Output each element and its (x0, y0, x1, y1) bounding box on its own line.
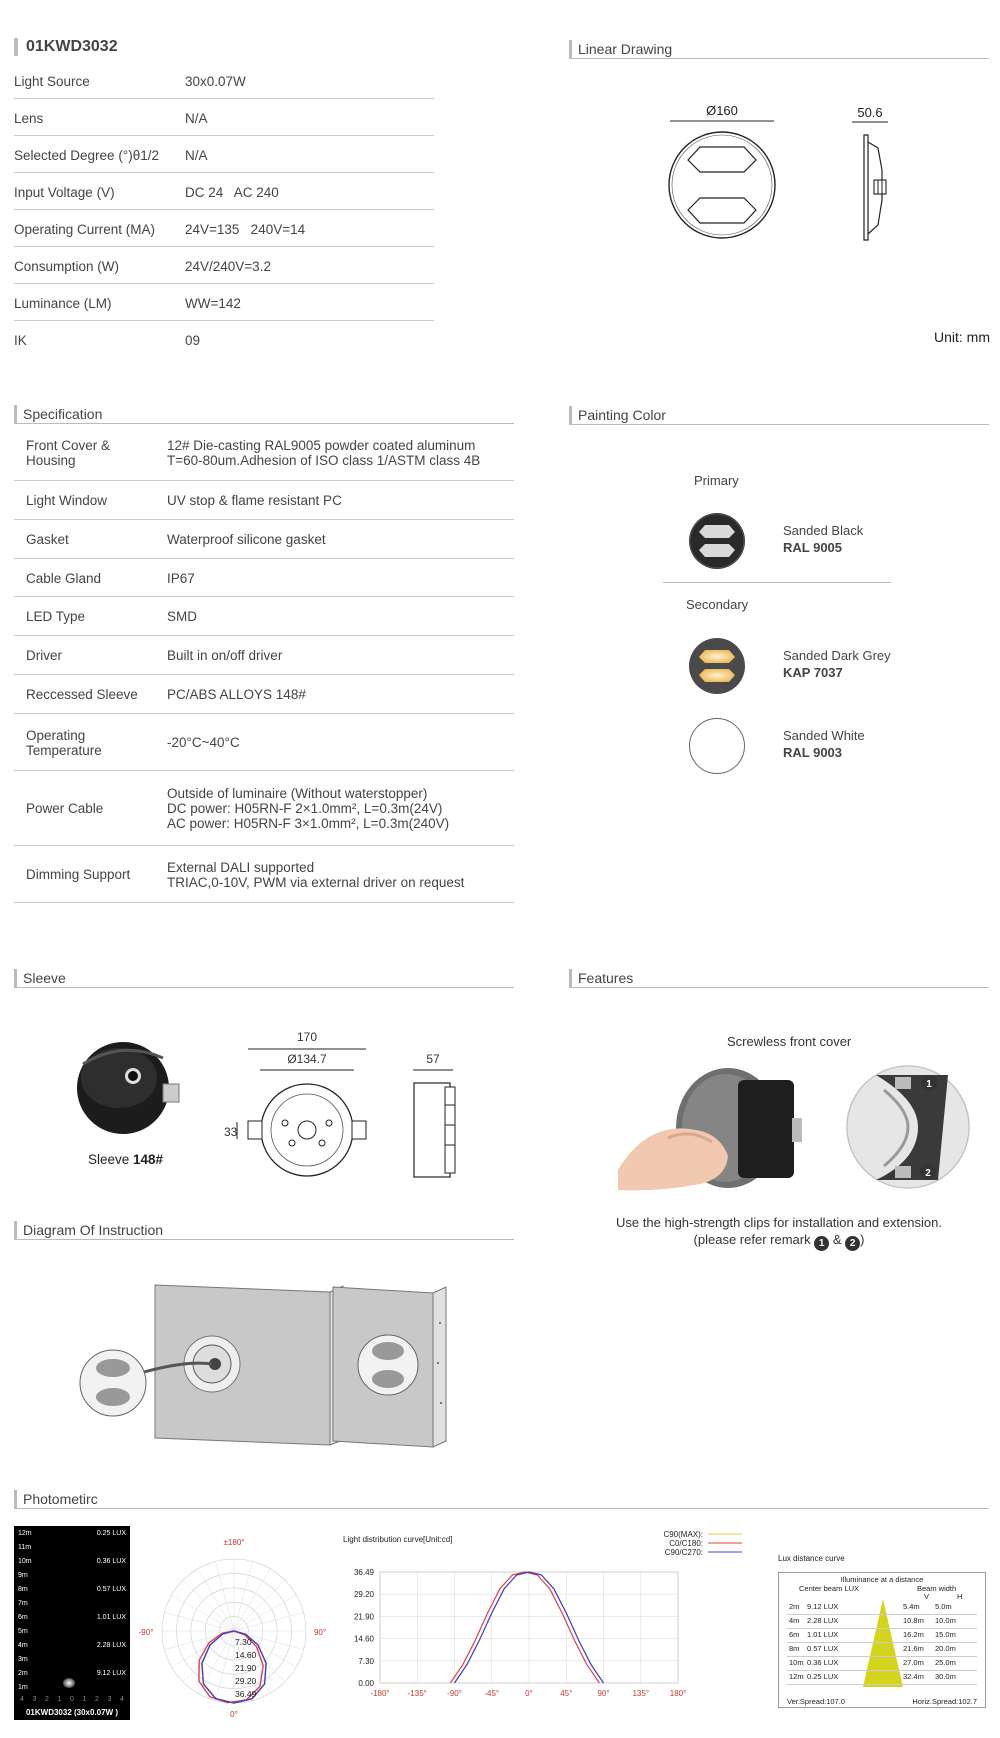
lux-panel-distance: 10m (18, 1558, 32, 1565)
spec-row (14, 559, 514, 597)
chart-x-tick: -180° (370, 1689, 390, 1698)
spec-value-line: AC power: H05RN-F 3×1.0mm², L=0.3m(240V) (167, 816, 450, 831)
note-prefix: (please refer remark (693, 1232, 815, 1247)
lux-row-d: 10m (789, 1658, 804, 1667)
lux-row-divider (787, 1614, 977, 1615)
spec-label-line: LED Type (26, 609, 86, 624)
spec-value-line: UV stop & flame resistant PC (167, 493, 342, 508)
spec-label-line: Reccessed Sleeve (26, 687, 138, 702)
lux-row-lux: 2.28 LUX (807, 1616, 839, 1625)
section-divider (14, 1508, 989, 1509)
lux-row-h: 10.0m (935, 1616, 956, 1625)
model-row-label: Input Voltage (V) (14, 185, 115, 200)
light-distribution-chart (340, 1530, 760, 1725)
model-row-value: 24V=135 240V=14 (185, 222, 306, 237)
note-mid: & (829, 1232, 846, 1247)
lux-row-h: 20.0m (935, 1644, 956, 1653)
lux-row-h: 5.0m (935, 1602, 952, 1611)
spec-row-label (26, 687, 138, 702)
lux-panel-value: 0.25 LUX (96, 1530, 126, 1537)
model-row (14, 136, 434, 173)
lux-panel-value: 2.28 LUX (96, 1642, 126, 1649)
spec-row-value (167, 571, 195, 586)
spec-row-label (26, 867, 130, 882)
spec-value-line: T=60-80um.Adhesion of ISO class 1/ASTM class 4B (167, 452, 481, 468)
lux-panel-axis-tick: 1 (82, 1696, 87, 1703)
spec-label-line: Front Cover & (26, 437, 111, 453)
lux-panel-axis-tick: 4 (120, 1696, 124, 1703)
color-black-label (783, 522, 863, 556)
lux-panel-axis-tick: 2 (95, 1696, 99, 1703)
lux-row-v: 16.2m (903, 1630, 924, 1639)
lux-row-divider (787, 1684, 977, 1685)
chart-y-tick: 0.00 (358, 1679, 374, 1688)
lux-row-divider (787, 1656, 977, 1657)
lux-row-v: 21.6m (903, 1644, 924, 1653)
chart-x-tick: -45° (484, 1689, 500, 1698)
marker-1-icon: 1 (926, 1079, 932, 1090)
spec-row (14, 520, 514, 559)
spec-row (14, 714, 514, 771)
spec-value-line: IP67 (167, 570, 195, 586)
model-row (14, 284, 434, 321)
section-divider (569, 424, 989, 425)
features-note-line2 (569, 1231, 989, 1251)
linear-drawing-title: Linear Drawing (569, 40, 672, 58)
color-divider (663, 582, 891, 583)
sleeve-photo (65, 1030, 195, 1140)
lux-row-lux: 0.57 LUX (807, 1644, 839, 1653)
polar-diagram (138, 1535, 332, 1720)
lux-row-lux: 0.25 LUX (807, 1672, 839, 1681)
lux-panel-axis-tick: 3 (107, 1696, 112, 1703)
instruction-diagram-installed (333, 1283, 453, 1453)
lux-row-d: 12m (789, 1672, 804, 1681)
lux-panel-axis-tick: 0 (70, 1696, 74, 1703)
spec-row (14, 597, 514, 636)
spec-label-line: Housing (26, 452, 76, 468)
section-divider (14, 987, 514, 988)
spec-label-line: Power Cable (26, 801, 104, 816)
color-code: RAL 9005 (783, 540, 843, 555)
chart-y-tick: 14.60 (353, 1634, 374, 1644)
model-row (14, 321, 434, 358)
model-row-label: Operating Current (MA) (14, 222, 156, 237)
model-row (14, 210, 434, 247)
lux-panel-axis-tick: 4 (20, 1696, 24, 1703)
lux-col-center: Center beam LUX (799, 1584, 860, 1593)
spec-row-label (26, 609, 85, 624)
depth-label: 50.6 (857, 105, 883, 120)
lux-panel-value: 9.12 LUX (96, 1670, 126, 1677)
lux-panel-axis-tick: 3 (32, 1696, 37, 1703)
spec-value-line: DC power: H05RN-F 2×1.0mm², L=0.3m(24V) (167, 801, 443, 816)
model-row-value: WW=142 (185, 296, 241, 311)
spec-row-value (167, 860, 464, 890)
spec-value-line: TRIAC,0-10V, PWM via external driver on request (167, 874, 465, 890)
chart-series-1 (450, 1572, 599, 1683)
spec-row (14, 846, 514, 903)
spec-row-label (26, 532, 69, 547)
spec-row-label (26, 648, 62, 663)
secondary-label: Secondary (686, 597, 749, 612)
lux-panel-distance: 3m (18, 1656, 28, 1663)
section-divider (569, 987, 989, 988)
lux-row-lux: 9.12 LUX (807, 1602, 839, 1611)
ver-spread: Ver.Spread:107.0 (787, 1697, 845, 1706)
section-divider (569, 58, 989, 59)
polar-axis-label: -90° (138, 1628, 154, 1637)
spec-row (14, 481, 514, 520)
sleeve-drawing (210, 1025, 480, 1185)
features-note-line1: Use the high-strength clips for installation and extension. (616, 1215, 942, 1230)
spec-label-line: Gasket (26, 532, 69, 547)
linear-drawing-figure (660, 100, 910, 250)
chart-x-tick: -90° (447, 1689, 462, 1698)
spec-value-line: Outside of luminaire (Without waterstopper) (167, 786, 428, 801)
lux-col-h: H (957, 1592, 963, 1601)
spec-value-line: 12# Die-casting RAL9005 powder coated aluminum (167, 437, 476, 453)
spec-row-value (167, 438, 480, 468)
features-caption: Screwless front cover (727, 1034, 852, 1049)
color-white-label (783, 727, 865, 761)
color-dark-grey-label (783, 647, 891, 681)
color-code: KAP 7037 (783, 665, 843, 680)
spec-value-line: PC/ABS ALLOYS 148# (167, 687, 306, 702)
instruction-title: Diagram Of Instruction (14, 1221, 163, 1239)
model-row-label: Lens (14, 111, 44, 126)
specification-title: Specification (14, 405, 102, 423)
lux-row-lux: 0.36 LUX (807, 1658, 839, 1667)
lux-col-v: V (924, 1592, 930, 1601)
model-row-label: Consumption (W) (14, 259, 120, 274)
model-row-value: 24V/240V=3.2 (185, 259, 271, 274)
swatch-dark-grey (688, 637, 746, 695)
lux-row-h: 25.0m (935, 1658, 956, 1667)
swatch-white (688, 717, 746, 775)
spec-value-line: External DALI supported (167, 859, 315, 875)
spec-value-line: Waterproof silicone gasket (167, 532, 326, 547)
lux-row-d: 8m (789, 1644, 800, 1653)
spec-row-label (26, 801, 103, 816)
lux-panel-distance: 12m (18, 1530, 32, 1537)
lux-row-d: 6m (789, 1630, 800, 1639)
spec-value-line: Built in on/off driver (167, 648, 283, 663)
diameter-label: Ø160 (706, 103, 738, 118)
chart-y-tick: 36.49 (353, 1568, 374, 1577)
remark-1-icon: 1 (814, 1236, 829, 1251)
lux-panel-value: 1.01 LUX (96, 1614, 126, 1621)
spec-value-line: SMD (167, 609, 197, 624)
hor-spread: Horiz.Spread:102.7 (912, 1697, 977, 1706)
lux-panel-distance: 7m (18, 1600, 28, 1607)
chart-x-tick: 180° (669, 1689, 687, 1698)
spec-row (14, 424, 514, 481)
features-note (569, 1214, 989, 1251)
polar-axis-label: 0° (230, 1710, 238, 1719)
lux-row-divider (787, 1670, 977, 1671)
model-row-label: Luminance (LM) (14, 296, 112, 311)
sleeve-diameter-label: Ø134.7 (287, 1052, 327, 1066)
sleeve-caption-prefix: Sleeve (88, 1152, 134, 1167)
lux-panel-axis-tick: 2 (45, 1696, 49, 1703)
lux-row-v: 5.4m (903, 1602, 920, 1611)
lux-panel-axis-tick: 1 (57, 1696, 62, 1703)
lux-curve-title: Lux distance curve (778, 1554, 845, 1563)
spec-row-label (26, 493, 107, 508)
lux-panel-value: 0.57 LUX (96, 1586, 126, 1593)
chart-y-tick: 21.90 (353, 1612, 374, 1622)
spec-row (14, 636, 514, 675)
spec-row-value (167, 609, 197, 624)
sleeve-caption-model: 148# (133, 1152, 164, 1167)
color-name: Sanded Black (783, 523, 864, 538)
marker-2-icon: 2 (925, 1168, 931, 1179)
lux-panel-distance: 9m (18, 1572, 28, 1579)
lux-panel-distance: 2m (18, 1670, 28, 1677)
lux-panel-distance: 4m (18, 1642, 28, 1649)
color-code: RAL 9003 (783, 745, 843, 760)
lux-table-title: Illuminance at a distance (840, 1575, 924, 1584)
model-row (14, 62, 434, 99)
lux-col-beam: Beam width (917, 1584, 957, 1593)
color-name: Sanded Dark Grey (783, 648, 891, 663)
polar-ring-label: 36.49 (235, 1689, 257, 1699)
polar-ring-label: 29.20 (235, 1676, 257, 1686)
model-row-value: 09 (185, 333, 201, 348)
lux-row-d: 4m (789, 1616, 800, 1625)
chart-legend-label: C90/C270: (664, 1548, 703, 1557)
lux-row-h: 30.0m (935, 1672, 956, 1681)
lux-row-lux: 1.01 LUX (807, 1630, 839, 1639)
lux-panel-value: 0.36 LUX (96, 1558, 126, 1565)
polar-ring-label: 21.90 (235, 1663, 257, 1673)
lux-row-divider (787, 1642, 977, 1643)
photometric-title: Photometirc (14, 1490, 98, 1508)
chart-x-tick: -135° (407, 1689, 427, 1698)
features-photo (608, 1060, 988, 1195)
polar-axis-label: ±180° (223, 1538, 245, 1547)
swatch-black (688, 512, 746, 570)
lux-panel-distance: 6m (18, 1614, 28, 1621)
spec-label-line: Dimming Support (26, 867, 131, 882)
chart-legend-label: C0/C180: (669, 1539, 703, 1548)
lux-row-v: 10.8m (903, 1616, 924, 1625)
model-row (14, 247, 434, 284)
chart-x-tick: 0° (525, 1689, 533, 1698)
painting-color-title: Painting Color (569, 406, 666, 424)
model-code: 01KWD3032 (14, 38, 118, 56)
note-suffix: ) (860, 1232, 865, 1247)
model-row (14, 173, 434, 210)
lux-panel-distance: 1m (18, 1684, 28, 1691)
spec-row-value (167, 786, 449, 831)
chart-y-tick: 7.30 (358, 1656, 374, 1666)
spec-value-line: -20°C~40°C (167, 735, 240, 750)
lux-row-h: 15.0m (935, 1630, 956, 1639)
model-row-label: IK (14, 333, 27, 348)
model-row-label: Light Source (14, 74, 90, 89)
unit-label: Unit: mm (934, 329, 990, 345)
spec-row (14, 675, 514, 714)
lux-panel-distance: 8m (18, 1586, 28, 1593)
lux-row-d: 2m (789, 1602, 800, 1611)
spec-label-line: Driver (26, 648, 62, 663)
lux-panel-distance: 11m (18, 1544, 32, 1551)
lux-distance-table (778, 1572, 986, 1708)
spec-row-label (26, 571, 101, 586)
spec-row-value (167, 648, 282, 663)
spec-label-line: Temperature (26, 742, 102, 758)
remark-2-icon: 2 (845, 1236, 860, 1251)
sleeve-caption (88, 1152, 163, 1167)
model-row-value: 30x0.07W (185, 74, 246, 89)
primary-label: Primary (694, 473, 739, 488)
spec-label-line: Light Window (26, 493, 108, 508)
model-row-value: DC 24 AC 240 (185, 185, 279, 200)
spec-row-value (167, 532, 326, 547)
color-name: Sanded White (783, 728, 865, 743)
spec-row-value (167, 493, 342, 508)
lux-row-v: 27.0m (903, 1658, 924, 1667)
spec-label-line: Operating (26, 727, 86, 743)
spec-row-label (26, 438, 110, 468)
polar-ring-label: 7.30 (235, 1637, 252, 1647)
spec-label-line: Cable Gland (26, 570, 102, 586)
model-row-value: N/A (185, 148, 208, 163)
spec-row-label (26, 728, 102, 758)
features-title: Features (569, 969, 633, 987)
lux-row-divider (787, 1628, 977, 1629)
spec-row-value (167, 687, 306, 702)
model-row-label: Selected Degree (°)θ1/2 (14, 148, 159, 163)
chart-x-tick: 135° (632, 1689, 650, 1698)
sleeve-width-label: 170 (296, 1030, 318, 1044)
section-divider (14, 1239, 514, 1240)
model-row (14, 99, 434, 136)
polar-axis-label: 90° (313, 1628, 327, 1637)
model-row-value: N/A (185, 111, 208, 126)
lux-panel-distance: 5m (18, 1628, 28, 1635)
lux-panel-caption: 01KWD3032 (30x0.07W ) (25, 1708, 119, 1717)
polar-ring-label: 14.60 (235, 1650, 257, 1660)
chart-legend-label: C90(MAX): (663, 1530, 703, 1539)
sleeve-title: Sleeve (14, 969, 66, 987)
sleeve-height-label: 33 (224, 1125, 238, 1139)
spec-row (14, 771, 514, 846)
spec-row-value (167, 735, 240, 750)
light-spot (63, 1678, 75, 1688)
chart-y-tick: 29.20 (353, 1590, 374, 1600)
chart-title: Light distribution curve[Unit:cd] (343, 1535, 453, 1544)
chart-x-tick: 90° (597, 1689, 610, 1698)
lux-row-v: 32.4m (903, 1672, 924, 1681)
lux-distance-panel (14, 1526, 130, 1720)
chart-x-tick: 45° (560, 1689, 573, 1698)
sleeve-depth-label: 57 (426, 1052, 440, 1066)
